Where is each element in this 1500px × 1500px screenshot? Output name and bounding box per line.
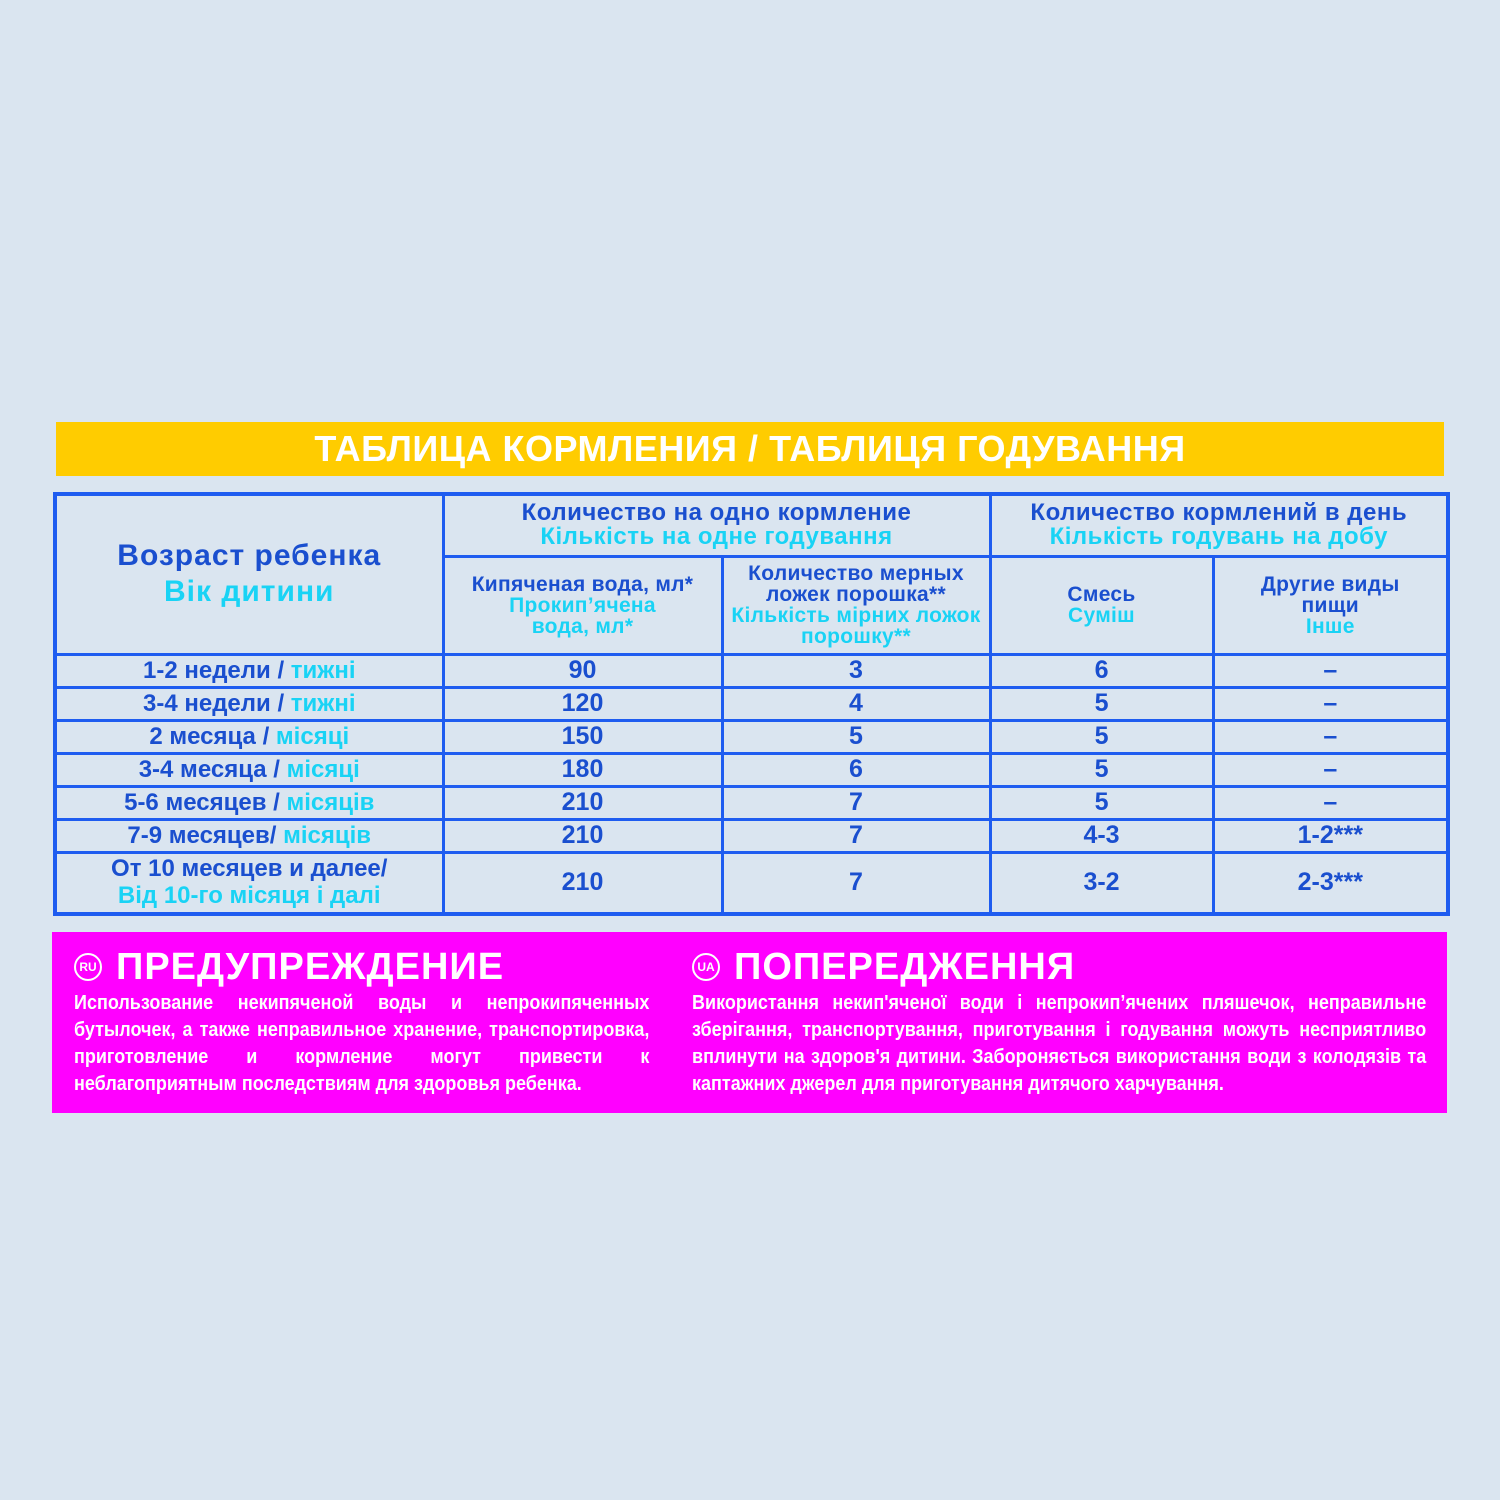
title-bar <box>56 422 1444 476</box>
water-cell: 120 <box>443 687 722 720</box>
warning-ua-text: Використання некип'яченої води і непрокип’ячених пляшечок, неправильне зберігання, транспортування, приготування і годування можуть несприятливо вплинути на здоров'я дитини. Забороняється використання води з колодязів та каптажних джерел для приготування дитячого харчування. <box>692 992 1427 1095</box>
age-ua: тижні <box>290 656 356 684</box>
warning-panel <box>52 932 1447 1113</box>
age-cell <box>55 819 443 852</box>
other-food-header <box>1213 556 1448 654</box>
spoons-cell: 5 <box>722 720 990 753</box>
warning-ua-title: ПОПЕРЕДЖЕННЯ <box>734 945 1076 988</box>
spoons-header-ru: Количество мерных ложек порошка** <box>748 562 964 606</box>
ru-language-badge-icon: RU <box>74 953 102 981</box>
per-day-header <box>990 494 1448 556</box>
per-feeding-header-ru: Количество на одно кормление <box>521 499 912 527</box>
spoons-cell: 7 <box>722 786 990 819</box>
age-cell <box>55 852 443 914</box>
other-food-cell: – <box>1213 753 1448 786</box>
age-ru: От 10 месяцев и далее/ <box>111 855 388 883</box>
water-cell: 210 <box>443 786 722 819</box>
water-cell: 150 <box>443 720 722 753</box>
mix-cell: 6 <box>990 654 1213 687</box>
age-ua: тижні <box>290 689 356 717</box>
spoons-header-ua: Кількість мірних ложок порошку** <box>731 604 981 648</box>
age-cell <box>55 654 443 687</box>
mix-cell: 5 <box>990 687 1213 720</box>
mix-cell: 5 <box>990 720 1213 753</box>
age-cell <box>55 786 443 819</box>
mix-cell: 4-3 <box>990 819 1213 852</box>
table-row <box>55 687 1448 720</box>
spoons-cell: 7 <box>722 819 990 852</box>
mix-header-ua: Суміш <box>1068 604 1135 627</box>
other-food-cell: – <box>1213 687 1448 720</box>
per-feeding-header <box>443 494 990 556</box>
per-day-header-ru: Количество кормлений в день <box>1030 499 1408 527</box>
ua-language-badge-icon: UA <box>692 953 720 981</box>
warning-ru-text: Использование некипяченой воды и непрокипяченных бутылочек, а также неправильное хранение, транспортировка, приготовление и кормление могут привести к неблагоприятным последствиям для здоровья ребенка. <box>74 992 650 1095</box>
age-cell <box>55 687 443 720</box>
spoons-cell: 7 <box>722 852 990 914</box>
age-ua: місяців <box>286 788 375 816</box>
age-header <box>55 494 443 654</box>
warning-ua <box>692 946 1427 1098</box>
age-ru: 3-4 недели / <box>143 689 291 717</box>
spoons-header <box>722 556 990 654</box>
table-row <box>55 654 1448 687</box>
age-ua: Від 10-го місяця і далі <box>117 882 381 910</box>
feeding-table <box>53 492 1450 916</box>
table-row <box>55 819 1448 852</box>
water-header-ru: Кипяченая вода, мл* <box>471 572 694 596</box>
age-ua: місяців <box>283 821 372 849</box>
mix-cell: 5 <box>990 786 1213 819</box>
table-row <box>55 786 1448 819</box>
other-food-cell: 1-2*** <box>1213 819 1448 852</box>
spoons-cell: 4 <box>722 687 990 720</box>
water-cell: 210 <box>443 819 722 852</box>
water-cell: 210 <box>443 852 722 914</box>
other-food-cell: – <box>1213 720 1448 753</box>
water-cell: 180 <box>443 753 722 786</box>
age-ru: 7-9 месяцев/ <box>127 821 284 849</box>
spoons-cell: 3 <box>722 654 990 687</box>
water-header-ua: Прокип’ячена вода, мл* <box>509 593 656 638</box>
age-header-ua: Вік дитини <box>163 575 335 609</box>
per-feeding-header-ua: Кількість на одне годування <box>540 523 893 551</box>
other-food-header-ua: Інше <box>1305 614 1355 638</box>
spoons-cell: 6 <box>722 753 990 786</box>
age-header-ru: Возраст ребенка <box>117 539 382 573</box>
page-title: ТАБЛИЦА КОРМЛЕНИЯ / ТАБЛИЦЯ ГОДУВАННЯ <box>314 428 1186 469</box>
mix-cell: 3-2 <box>990 852 1213 914</box>
age-cell <box>55 753 443 786</box>
age-ru: 3-4 месяца / <box>138 755 287 783</box>
other-food-cell: – <box>1213 654 1448 687</box>
warning-ru-title: ПРЕДУПРЕЖДЕНИЕ <box>116 945 505 988</box>
water-cell: 90 <box>443 654 722 687</box>
age-ua: місяці <box>286 755 360 783</box>
mix-header-ru: Смесь <box>1067 583 1136 606</box>
table-row <box>55 852 1448 914</box>
other-food-header-ru: Другие виды пищи <box>1260 572 1400 617</box>
age-cell <box>55 720 443 753</box>
age-ua: місяці <box>275 722 350 750</box>
mix-header <box>990 556 1213 654</box>
per-day-header-ua: Кількість годувань на добу <box>1049 523 1388 551</box>
table-row <box>55 720 1448 753</box>
age-ru: 5-6 месяцев / <box>124 788 287 816</box>
age-ru: 1-2 недели / <box>143 656 291 684</box>
table-row <box>55 753 1448 786</box>
other-food-cell: 2-3*** <box>1213 852 1448 914</box>
warning-ru <box>74 946 650 1098</box>
water-header <box>443 556 722 654</box>
age-ru: 2 месяца / <box>149 722 276 750</box>
other-food-cell: – <box>1213 786 1448 819</box>
mix-cell: 5 <box>990 753 1213 786</box>
